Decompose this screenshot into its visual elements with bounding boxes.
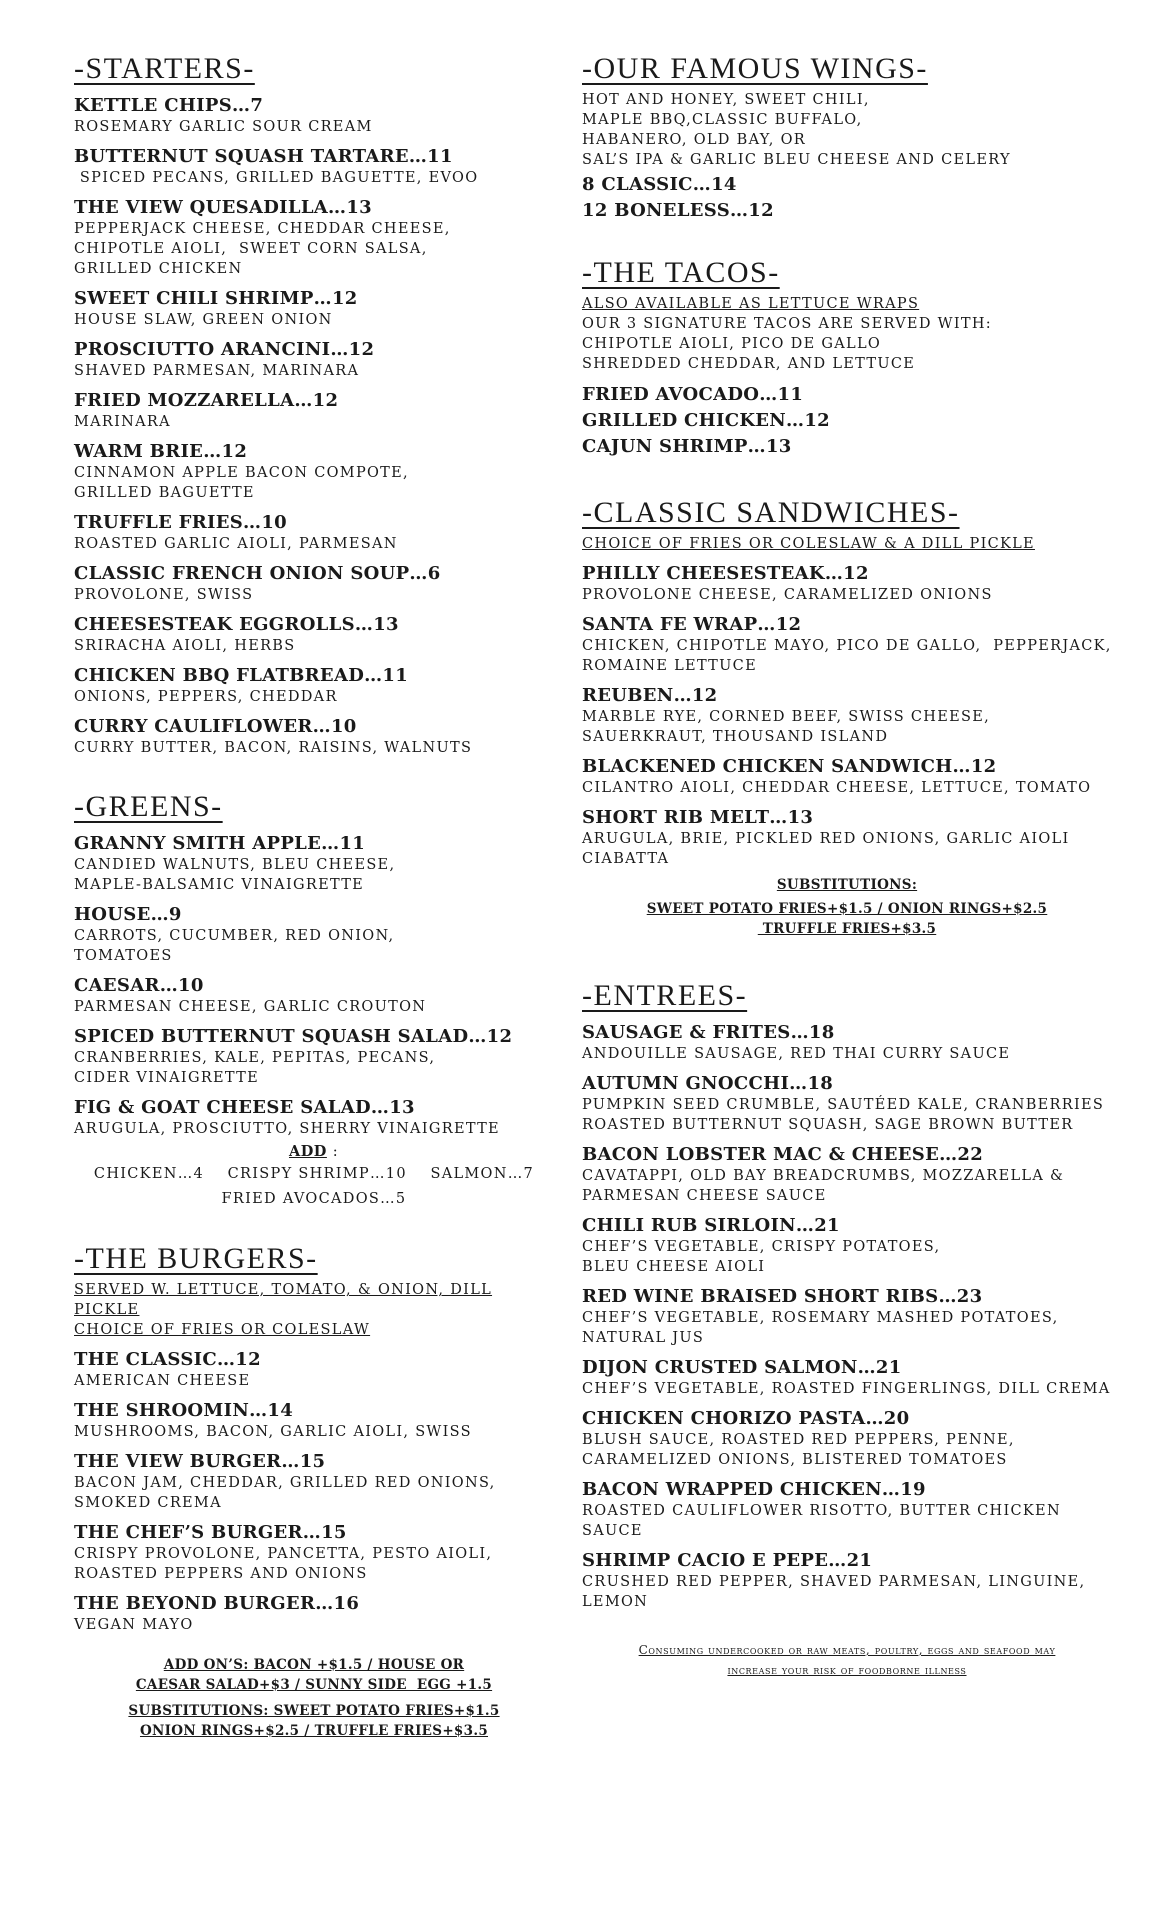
right-column: [582, 52, 1112, 1680]
menu-item: [74, 665, 554, 707]
section-title: -ENTREES-: [582, 979, 748, 1012]
menu-item-name: CAJUN SHRIMP…13: [582, 436, 792, 457]
menu-item-name: 8 CLASSIC…14: [582, 174, 737, 195]
wings-section: [582, 52, 1112, 222]
menu-item-description: HOUSE SLAW, GREEN ONION: [74, 312, 333, 328]
menu-item-name: CURRY CAULIFLOWER…10: [74, 716, 357, 737]
burgers-list: [74, 1349, 554, 1635]
menu-item: [582, 384, 1112, 406]
menu-item: [582, 174, 1112, 196]
menu-item: [74, 441, 554, 503]
menu-item: [582, 1144, 1112, 1206]
menu-item: [582, 200, 1112, 222]
menu-item-description: SHAVED PARMESAN, MARINARA: [74, 363, 360, 379]
menu-item: [74, 1451, 554, 1513]
menu-item-name: SANTA FE WRAP…12: [582, 614, 802, 635]
menu-item-description: SPICED PECANS, GRILLED BAGUETTE, EVOO: [74, 170, 479, 186]
menu-item-name: BACON WRAPPED CHICKEN…19: [582, 1479, 926, 1500]
menu-item: [74, 1522, 554, 1584]
menu-item-name: BUTTERNUT SQUASH TARTARE…11: [74, 146, 453, 167]
greens-add-ons: [74, 1141, 554, 1212]
greens-section: [74, 790, 554, 1212]
menu-item-description: ARUGULA, PROSCIUTTO, SHERRY VINAIGRETTE: [74, 1121, 500, 1137]
sandwiches-list: [582, 563, 1112, 869]
menu-item: [582, 1073, 1112, 1135]
menu-item-name: KETTLE CHIPS…7: [74, 95, 264, 116]
food-safety-disclaimer: [582, 1640, 1112, 1680]
menu-item: [582, 436, 1112, 458]
section-title: -CLASSIC SANDWICHES-: [582, 496, 960, 529]
menu-item: [582, 1550, 1112, 1612]
menu-item-name: CHICKEN BBQ FLATBREAD…11: [74, 665, 409, 686]
menu-item: [74, 512, 554, 554]
burgers-add-ons: [74, 1655, 554, 1741]
substitutions-title: SUBSTITUTIONS:: [776, 877, 918, 893]
add-label: ADD: [288, 1143, 327, 1160]
add-line: CHICKEN…4 CRISPY SHRIMP…10 SALMON…7: [93, 1166, 535, 1182]
menu-item-name: THE VIEW BURGER…15: [74, 1451, 326, 1472]
menu-item-description: ANDOUILLE SAUSAGE, RED THAI CURRY SAUCE: [582, 1046, 1011, 1062]
menu-item: [582, 614, 1112, 676]
substitutions-line: ONION RINGS+$2.5 / TRUFFLE FRIES+$3.5: [139, 1723, 489, 1739]
menu-item-name: BACON LOBSTER MAC & CHEESE…22: [582, 1144, 984, 1165]
menu-item: [74, 1593, 554, 1635]
add-line: FRIED AVOCADOS…5: [221, 1191, 407, 1207]
menu-item-description: VEGAN MAYO: [74, 1617, 194, 1633]
section-title: -GREENS-: [74, 790, 223, 823]
menu-item-description: BLUSH SAUCE, ROASTED RED PEPPERS, PENNE, CARAMELIZED ONIONS, BLISTERED TOMATOES: [582, 1432, 1015, 1468]
menu-item-name: THE SHROOMIN…14: [74, 1400, 294, 1421]
substitutions-line: SWEET POTATO FRIES+$1.5 / ONION RINGS+$2.5: [646, 901, 1048, 917]
menu-item: [582, 756, 1112, 798]
menu-item: [74, 1026, 554, 1088]
wings-list: [582, 174, 1112, 222]
menu-item-description: ARUGULA, BRIE, PICKLED RED ONIONS, GARLIC AIOLI CIABATTA: [582, 831, 1070, 867]
menu-item-name: SPICED BUTTERNUT SQUASH SALAD…12: [74, 1026, 513, 1047]
menu-item-name: SAUSAGE & FRITES…18: [582, 1022, 835, 1043]
menu-item-name: WARM BRIE…12: [74, 441, 248, 462]
menu-item: [582, 563, 1112, 605]
menu-item-name: 12 BONELESS…12: [582, 200, 774, 221]
burgers-section: [74, 1242, 554, 1741]
menu-item-name: SHRIMP CACIO E PEPE…21: [582, 1550, 873, 1571]
menu-item: [74, 390, 554, 432]
starters-section: [74, 52, 554, 758]
menu-item-description: CAVATAPPI, OLD BAY BREADCRUMBS, MOZZARELLA & PARMESAN CHEESE SAUCE: [582, 1168, 1065, 1204]
menu-item-name: REUBEN…12: [582, 685, 718, 706]
menu-item-description: CURRY BUTTER, BACON, RAISINS, WALNUTS: [74, 740, 473, 756]
menu-item-description: CRUSHED RED PEPPER, SHAVED PARMESAN, LINGUINE, LEMON: [582, 1574, 1086, 1610]
sandwiches-section: [582, 496, 1112, 939]
menu-item-name: FRIED MOZZARELLA…12: [74, 390, 339, 411]
entrees-section: [582, 979, 1112, 1680]
menu-item-name: SHORT RIB MELT…13: [582, 807, 814, 828]
tacos-section: [582, 256, 1112, 458]
starters-list: [74, 95, 554, 758]
menu-item-description: CHEF’S VEGETABLE, ROSEMARY MASHED POTATOES, NATURAL JUS: [582, 1310, 1059, 1346]
menu-item: [582, 1408, 1112, 1470]
menu-item-name: BLACKENED CHICKEN SANDWICH…12: [582, 756, 997, 777]
menu-item-name: GRILLED CHICKEN…12: [582, 410, 831, 431]
menu-item: [74, 975, 554, 1017]
menu-item-description: CHEF’S VEGETABLE, ROASTED FINGERLINGS, DILL CREMA: [582, 1381, 1111, 1397]
menu-item-name: PROSCIUTTO ARANCINI…12: [74, 339, 375, 360]
menu-item-name: FRIED AVOCADO…11: [582, 384, 804, 405]
menu-item: [74, 1400, 554, 1442]
menu-item-description: MUSHROOMS, BACON, GARLIC AIOLI, SWISS: [74, 1424, 472, 1440]
menu-item: [74, 146, 554, 188]
menu-item-description: ROSEMARY GARLIC SOUR CREAM: [74, 119, 373, 135]
menu-item: [582, 1215, 1112, 1277]
tacos-list: [582, 384, 1112, 458]
menu-item-name: THE CHEF’S BURGER…15: [74, 1522, 347, 1543]
section-note: ALSO AVAILABLE AS LETTUCE WRAPS: [582, 296, 920, 312]
greens-list: [74, 833, 554, 1139]
menu-item-description: ROASTED GARLIC AIOLI, PARMESAN: [74, 536, 398, 552]
menu-item-name: GRANNY SMITH APPLE…11: [74, 833, 366, 854]
sandwich-substitutions: [582, 875, 1112, 939]
menu-item-description: CHICKEN, CHIPOTLE MAYO, PICO DE GALLO, PEPPERJACK, ROMAINE LETTUCE: [582, 638, 1112, 674]
menu-item-description: CHEF’S VEGETABLE, CRISPY POTATOES, BLEU CHEESE AIOLI: [582, 1239, 941, 1275]
menu-item: [582, 1022, 1112, 1064]
disclaimer-line: increase your risk of foodborne illness: [727, 1663, 967, 1677]
menu-item: [74, 614, 554, 656]
menu-item-name: RED WINE BRAISED SHORT RIBS…23: [582, 1286, 983, 1307]
menu-item-name: HOUSE…9: [74, 904, 182, 925]
section-note: CHOICE OF FRIES OR COLESLAW & A DILL PICKLE: [582, 536, 1035, 552]
menu-item-description: CINNAMON APPLE BACON COMPOTE, GRILLED BAGUETTE: [74, 465, 409, 501]
menu-item: [74, 1097, 554, 1139]
menu-item: [74, 716, 554, 758]
menu-item: [582, 410, 1112, 432]
menu-item-description: PEPPERJACK CHEESE, CHEDDAR CHEESE, CHIPOTLE AIOLI, SWEET CORN SALSA, GRILLED CHICKEN: [74, 221, 451, 277]
menu-item: [582, 1286, 1112, 1348]
menu-item-description: SRIRACHA AIOLI, HERBS: [74, 638, 296, 654]
section-note: CHOICE OF FRIES OR COLESLAW: [74, 1322, 371, 1338]
menu-item: [582, 807, 1112, 869]
menu-item: [74, 197, 554, 279]
menu-item-name: CHILI RUB SIRLOIN…21: [582, 1215, 840, 1236]
menu-item: [74, 1349, 554, 1391]
menu-item-name: THE BEYOND BURGER…16: [74, 1593, 360, 1614]
menu-item-name: CAESAR…10: [74, 975, 204, 996]
menu-item: [74, 339, 554, 381]
menu-item-name: AUTUMN GNOCCHI…18: [582, 1073, 834, 1094]
section-title: -OUR FAMOUS WINGS-: [582, 52, 928, 85]
menu-item: [582, 1479, 1112, 1541]
menu-item-description: ROASTED CAULIFLOWER RISOTTO, BUTTER CHICKEN SAUCE: [582, 1503, 1061, 1539]
substitutions-line: TRUFFLE FRIES+$3.5: [757, 921, 937, 937]
menu-item: [582, 1357, 1112, 1399]
section-desc: HOT AND HONEY, SWEET CHILI, MAPLE BBQ,CLASSIC BUFFALO, HABANERO, OLD BAY, OR SAL’S IPA & GARLIC BLEU CHEESE AND CELERY: [582, 92, 1011, 168]
section-title: -THE BURGERS-: [74, 1242, 318, 1275]
menu-item-description: CRISPY PROVOLONE, PANCETTA, PESTO AIOLI, ROASTED PEPPERS AND ONIONS: [74, 1546, 493, 1582]
menu-item-name: CHEESESTEAK EGGROLLS…13: [74, 614, 399, 635]
menu-item-description: PARMESAN CHEESE, GARLIC CROUTON: [74, 999, 427, 1015]
menu-item-description: ONIONS, PEPPERS, CHEDDAR: [74, 689, 338, 705]
disclaimer-line: Consuming undercooked or raw meats, poultry, eggs and seafood may: [638, 1643, 1056, 1657]
section-desc: OUR 3 SIGNATURE TACOS ARE SERVED WITH: CHIPOTLE AIOLI, PICO DE GALLO SHREDDED CHEDDAR, AND LETTUCE: [582, 316, 992, 372]
add-colon: :: [326, 1144, 339, 1160]
menu-item-name: CLASSIC FRENCH ONION SOUP…6: [74, 563, 441, 584]
menu-item-description: CRANBERRIES, KALE, PEPITAS, PECANS, CIDER VINAIGRETTE: [74, 1050, 436, 1086]
menu-item-name: THE CLASSIC…12: [74, 1349, 261, 1370]
entrees-list: [582, 1022, 1112, 1612]
menu-item-description: PROVOLONE, SWISS: [74, 587, 254, 603]
section-title: -STARTERS-: [74, 52, 255, 85]
addons-line: CAESAR SALAD+$3 / SUNNY SIDE EGG +1.5: [135, 1677, 493, 1693]
menu-item: [74, 904, 554, 966]
menu-item-description: PUMPKIN SEED CRUMBLE, SAUTÉED KALE, CRANBERRIES ROASTED BUTTERNUT SQUASH, SAGE BROWN BUTTER: [582, 1097, 1105, 1133]
menu-item-name: FIG & GOAT CHEESE SALAD…13: [74, 1097, 415, 1118]
menu-item-name: TRUFFLE FRIES…10: [74, 512, 287, 533]
left-column: [74, 52, 554, 1741]
menu-item-name: CHICKEN CHORIZO PASTA…20: [582, 1408, 910, 1429]
menu-item-name: DIJON CRUSTED SALMON…21: [582, 1357, 902, 1378]
menu-item-description: CILANTRO AIOLI, CHEDDAR CHEESE, LETTUCE, TOMATO: [582, 780, 1092, 796]
menu-item-description: BACON JAM, CHEDDAR, GRILLED RED ONIONS, SMOKED CREMA: [74, 1475, 496, 1511]
menu-item: [74, 288, 554, 330]
menu-item: [74, 95, 554, 137]
section-note: SERVED W. LETTUCE, TOMATO, & ONION, DILL PICKLE: [74, 1282, 493, 1318]
menu-item: [74, 563, 554, 605]
menu-item-description: CANDIED WALNUTS, BLEU CHEESE, MAPLE-BALSAMIC VINAIGRETTE: [74, 857, 396, 893]
menu-item-description: MARINARA: [74, 414, 171, 430]
menu-item-description: CARROTS, CUCUMBER, RED ONION, TOMATOES: [74, 928, 395, 964]
menu-item-description: PROVOLONE CHEESE, CARAMELIZED ONIONS: [582, 587, 993, 603]
menu-item-name: THE VIEW QUESADILLA…13: [74, 197, 372, 218]
menu-item: [74, 833, 554, 895]
addons-line: ADD ON’S: BACON +$1.5 / HOUSE OR: [163, 1657, 465, 1673]
substitutions-line: SUBSTITUTIONS: SWEET POTATO FRIES+$1.5: [128, 1703, 500, 1719]
menu-item-description: AMERICAN CHEESE: [74, 1373, 251, 1389]
menu-item-name: PHILLY CHEESESTEAK…12: [582, 563, 869, 584]
menu-item-description: MARBLE RYE, CORNED BEEF, SWISS CHEESE, SAUERKRAUT, THOUSAND ISLAND: [582, 709, 991, 745]
section-title: -THE TACOS-: [582, 256, 780, 289]
menu-item: [582, 685, 1112, 747]
menu-item-name: SWEET CHILI SHRIMP…12: [74, 288, 358, 309]
